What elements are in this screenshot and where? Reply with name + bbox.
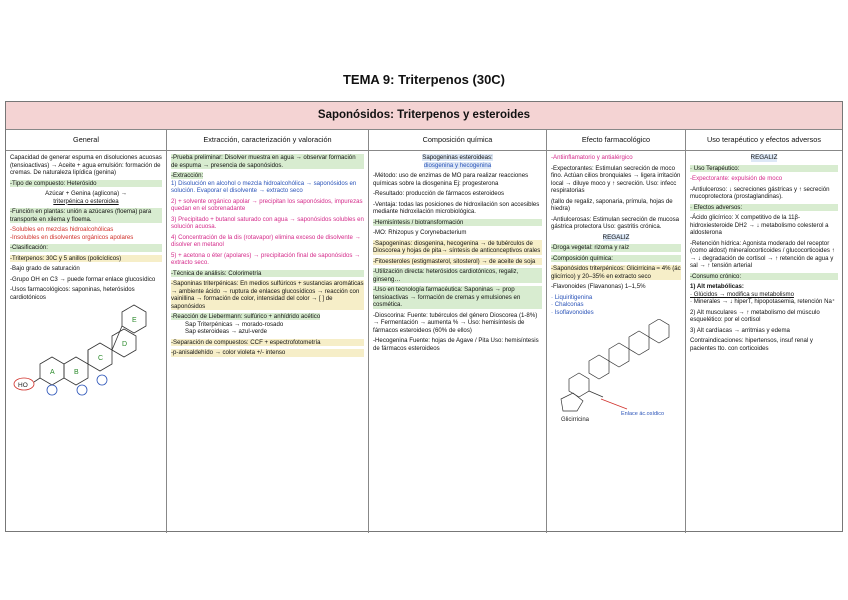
antiulcerous: -Antiulcerosas: Estimulan secreción de mucosa gástrica protectora Uso: gastritis crónica. <box>551 215 680 230</box>
metabolic-alterations <box>690 283 838 306</box>
microorganisms: -MO: Rhizopus y Corynebacterium <box>373 229 467 236</box>
ring-label-e: E <box>132 317 137 324</box>
plant-function: -Función en plantas: unión a azúcares (floema) para transporte en xilema y floema. <box>10 208 162 223</box>
triterpenic-saponosides: -Saponósidos triterpénicos: Glicirricina ≈ 4% (ác glicírrico) y 20–35% en extracto seco <box>551 265 681 280</box>
extraction-block <box>171 172 364 195</box>
steroid-sapogenins <box>373 154 542 169</box>
methyl-circle <box>97 375 107 385</box>
liebermann-heading: -Reacción de Liebermann: sulfúrico + anhídrido acético <box>171 313 321 320</box>
ring-label-d: D <box>122 341 128 348</box>
regaliz-heading <box>551 234 681 242</box>
extraction-step-5: 5) + acetona o éter (apolares) → precipitación final de saponósidos → extracto seco. <box>171 251 361 266</box>
dioscorina: -Dioscorina: Fuente: tubérculos del género Dioscorea (1-8%) → Fermentación → aumenta % → Uso: hemisíntesis de fármacos esteroideos (60% de ellos) <box>373 311 538 334</box>
summary-table <box>5 101 843 532</box>
water-retention: -Retención hídrica: Agonista moderado del receptor (como aldost) mineralocorticoides / glucocorticoides ↑ → ↓ degradación de cortisol → ↑ retención de agua y sal → ↑ tensión arterial <box>690 239 835 269</box>
page-title: TEMA 9: Triterpenos (30C) <box>342 72 506 87</box>
compound-separation: -Separación de compuestos: CCF + espectrofotometría <box>171 339 364 347</box>
triterpenic-saponins-test: -Saponinas triterpénicas: En medios sulfúricos + sustancias aromáticas → ambiente ácido → ruptura de enlaces glucosídicos → reacción con vainillina → formación de color, intensidad del color → [ ] de saponósidos <box>171 280 364 310</box>
classification-heading: -Clasificación: <box>10 244 162 252</box>
expectorant-use: -Expectorante: expulsión de moco <box>690 175 783 182</box>
contraindications: Contraindicaciones: hipertensos, insuf renal y pacientes tto. con corticoides <box>690 337 813 352</box>
analysis-technique: -Técnica de análisis: Colorimetría <box>171 270 364 278</box>
column-composition <box>369 151 547 533</box>
glycosidic-bond-label: Enlace ác.osídico <box>621 411 665 417</box>
liebermann-triterpenic: Sap Triterpénicas → morado-rosado <box>185 320 284 328</box>
phytosterols: -Fitoesteroles (estigmasterol, sitosterol) → de aceite de soja <box>373 258 542 266</box>
therapeutic-use-heading: · Uso Terapéutico: <box>690 165 838 173</box>
glycyrrhizin-structure-diagram <box>551 319 681 423</box>
expectorants: -Expectorantes: Estimulan secreción de moco fino. Actúan cilios bronquiales → ligera irritación local → diluye moco y ↑ secreción. Uso: infecc respiratorias <box>551 164 681 194</box>
ring-label-b: B <box>74 369 79 376</box>
header-general: General <box>6 130 167 150</box>
flavonoids: -Flavonoides (Flavanonas) 1–1,5% <box>551 283 646 290</box>
antiulcer-use: -Antiulceroso: ↓ secreciones gástricas y ↑ secreción mucoprotectora (prostaglandinas). <box>690 185 830 200</box>
anti-inflammatory: -Antiinflamatorio y antialérgico <box>551 154 633 161</box>
compound-type: -Tipo de compuesto: Heterósido <box>10 180 162 188</box>
chemical-composition: -Composición química: <box>551 255 681 263</box>
formula-genin-type: triterpénica o esteroidea <box>53 197 119 205</box>
regaliz-label: REGALIZ <box>602 233 630 241</box>
advantage: -Ventaja: todas las posiciones de hidroxilación son accesibles mediante hidroxilación microbiológica. <box>373 200 540 215</box>
hydroxyl-label: HO <box>18 382 28 389</box>
liebermann-block <box>171 313 364 336</box>
extraction-step-4: 4) Concentración de la dis (rotavapor) elimina exceso de disolvente → disolver en metanol <box>171 233 361 248</box>
header-extraction: Extracción, caracterización y valoración <box>167 130 369 150</box>
header-therapeutic-use: Uso terapéutico y efectos adversos <box>707 135 821 144</box>
glycyrrhizin-label: Glicirricina <box>561 417 590 423</box>
extraction-step-3: 3) Precipitado + butanol saturado con agua → saponósidos solubles en solución acuosa. <box>171 215 364 230</box>
hecogenina: -Hecogenina Fuente: hojas de Agave / Pita Uso: hemisíntesis de fármacos esteroideos <box>373 337 539 352</box>
preliminary-test: -Prueba preliminar: Disolver muestra en agua → observar formación de espuma → presencia de saponósidos. <box>171 154 364 169</box>
column-therapeutic-use <box>686 151 842 533</box>
column-pharm-effect <box>547 151 686 533</box>
solubility-soluble: -Solubles en mezclas hidroalcohólicas <box>10 226 114 233</box>
metabolic-minerals: · Minerales → ↓ hiperT, hipopotasemia, retención Na⁺ <box>690 298 836 305</box>
table-banner: Saponósidos: Triterpenos y esteroides <box>6 102 842 130</box>
header-composition: Composición química <box>369 130 547 150</box>
ring-label-c: C <box>98 355 104 362</box>
regaliz-label-2: REGALIZ <box>750 154 778 161</box>
regaliz-heading-2 <box>690 154 838 162</box>
general-intro: Capacidad de generar espuma en disoluciones acuosas (tensioactivas) → Aceite + agua emulsión: formación de cremas. De naturaleza lipídica (genina) <box>10 154 162 176</box>
solubility <box>10 226 162 241</box>
metabolic-glucides: · Glúcidos → modifica su metabolismo <box>690 290 794 298</box>
glycyrrhizic-acid: -Ácido glicírrico: X competitivo de la 11β-hidroxiesteroide DH2 → ↓ metabolismo colesterol a aldosterona <box>690 214 829 236</box>
ring-label-a: A <box>50 369 55 376</box>
pharm-uses: -Usos farmacológicos: saponinas, heterósidos cardiotónicos <box>10 286 135 301</box>
liebermann-steroid: Sap esteroideas → azul-verde <box>185 328 267 335</box>
heteroside-formula <box>10 190 162 205</box>
extraction-step-1: 1) Disolución en alcohol o mezcla hidroalcohólica → saponósidos en solución. Evaporar el disolvente → extracto seco <box>171 179 357 194</box>
flavonoid-list <box>551 294 681 317</box>
metabolic-alterations-heading: 1) Alt metabólicas: <box>690 283 744 290</box>
steroid-sapogenins-heading: Sapogeninas esteroideas: <box>422 154 493 161</box>
anisaldehyde-test: -p-anisaldehído → color violeta +/- intenso <box>171 349 364 357</box>
method: -Método: uso de enzimas de MO para realizar reacciones químicas sobre la diosgenina Ej: progesterona <box>373 172 529 187</box>
chronic-consumption-heading: -Consumo crónico: <box>690 273 838 281</box>
flavonoid-isoflavonoids: · Isoflavonoides <box>551 308 594 316</box>
plant-drug: -Droga vegetal: rizoma y raíz <box>551 244 681 252</box>
flavonoid-chalcones: · Chalconas <box>551 301 584 308</box>
methyl-circle <box>47 385 57 395</box>
solubility-insoluble: -Insolubles en disolventes orgánicos apolares <box>10 233 134 241</box>
saturation: -Bajo grado de saturación <box>10 265 80 272</box>
pharma-technology-use: -Uso en tecnología farmacéutica: Saponinas → prop tensioactivas → formación de cremas y emulsiones en cosmética. <box>373 286 542 309</box>
header-pharm-effect: Efecto farmacológico <box>547 130 686 150</box>
extraction-heading: -Extracción: <box>171 172 204 179</box>
column-general <box>6 151 167 533</box>
methyl-circle <box>77 385 87 395</box>
triterpenes-definition: -Triterpenos: 30C y 5 anillos (policíclicos) <box>10 255 162 263</box>
hemisynthesis: -Hemisíntesis / biotransformación <box>373 219 542 227</box>
direct-use: -Utilización directa: heterósidos cardiotónicos, regaliz, ginseng… <box>373 268 542 283</box>
oh-group: -Grupo OH en C3 → puede formar enlace glucosídico <box>10 275 156 283</box>
triterpene-structure-diagram <box>10 304 162 396</box>
muscular-alterations: 2) Alt musculares → ↑ metabolismo del músculo esquelético: por el cortisol <box>690 308 820 323</box>
table-body <box>6 151 842 533</box>
result: -Resultado: producción de fármacos esteroideos <box>373 190 505 197</box>
extraction-step-2: 2) + solvente orgánico apolar → precipitan los saponósidos, impurezas quedan en el sobrenadante <box>171 197 363 212</box>
adverse-effects-heading: · Efectos adversos: <box>690 204 838 212</box>
cardiac-alterations: 3) Alt cardíacas → arritmias y edema <box>690 326 790 334</box>
flavonoid-liquiritigenin: · Liquiritigenina <box>551 293 593 301</box>
column-headers <box>6 130 842 151</box>
column-extraction <box>167 151 369 533</box>
formula-text: Azúcar + Genina (aglicona) → <box>45 190 127 197</box>
expectorant-sources: (tallo de regaliz, saponaria, prímula, hojas de hiedra) <box>551 197 673 212</box>
steroid-sapogenins-names: diosgenina y hecogenina <box>423 161 492 169</box>
sapogenins-sources: -Sapogeninas: diosgenina, hecogenina → de tubérculos de Dioscorea y hojas de pita→ síntesis de anticonceptivos orales <box>373 239 541 254</box>
